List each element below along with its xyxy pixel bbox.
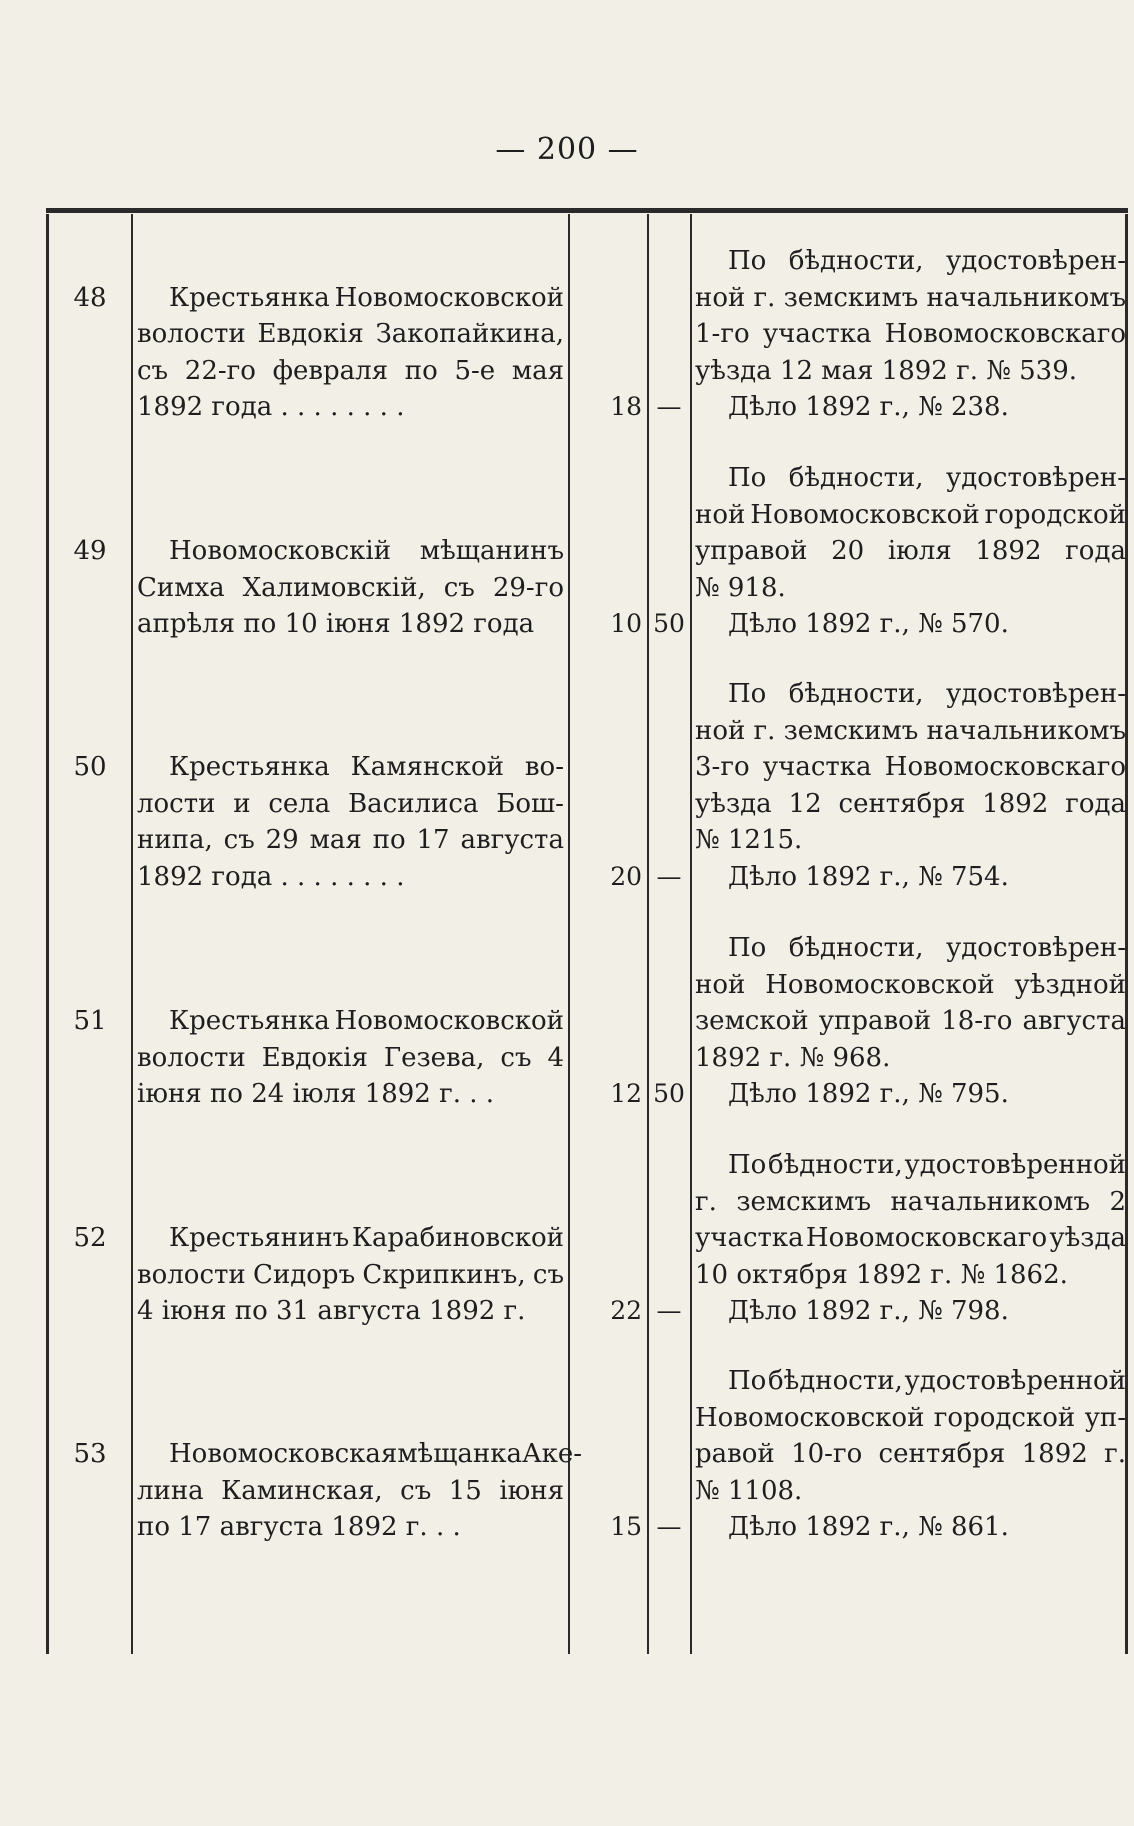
entry-description	[137, 280, 564, 426]
word: удостовѣрен-	[945, 933, 1126, 963]
word: съ	[223, 825, 255, 855]
word: Закопайкина,	[375, 319, 564, 349]
word: съ	[443, 572, 475, 603]
word: Крестьянка	[169, 1006, 330, 1036]
entry-number: 48	[73, 282, 107, 313]
description-line	[137, 1436, 583, 1473]
word: ной	[695, 282, 746, 313]
description-line	[137, 316, 564, 353]
word: Бош-	[496, 788, 564, 819]
entry-note	[695, 676, 1126, 895]
entry-number: 53	[73, 1439, 107, 1469]
word: 1-го	[695, 319, 750, 349]
word: февраля	[272, 355, 389, 386]
description-line	[137, 533, 564, 570]
word: Новомосковская	[169, 1439, 398, 1469]
description-line	[137, 570, 564, 607]
word: Новомосковскаго	[805, 1223, 1048, 1253]
word: городской	[984, 499, 1126, 530]
word: мѣщанинъ	[419, 536, 564, 566]
word: По	[728, 679, 767, 709]
file-reference: Дѣло 1892 г., № 238.	[728, 392, 1009, 422]
amount-rubles: 22	[610, 1296, 642, 1325]
column-rule	[647, 214, 649, 1654]
word: мая	[309, 825, 362, 855]
entry-note	[695, 243, 1126, 426]
word: 1892	[982, 788, 1049, 819]
word: начальникомъ	[890, 1186, 1090, 1217]
note-line	[695, 533, 1126, 570]
description-line	[137, 1040, 564, 1077]
word: Новомосковскій	[169, 536, 392, 566]
word: мая	[511, 355, 564, 386]
note-line	[695, 1147, 1126, 1184]
note-line	[695, 1003, 1126, 1040]
description-line: 4 іюня по 31 августа 1892 г.	[137, 1296, 526, 1326]
word: и	[233, 788, 251, 819]
description-line: по 17 августа 1892 г. . .	[137, 1512, 461, 1542]
word: управой	[818, 1006, 932, 1036]
word: земскимъ	[783, 282, 919, 313]
word: съ	[137, 355, 169, 386]
description-line	[137, 749, 564, 786]
word: съ	[532, 1259, 564, 1290]
word: 15	[448, 1475, 482, 1506]
word: Новомосковскаго	[884, 752, 1126, 782]
file-reference: Дѣло 1892 г., № 795.	[728, 1079, 1009, 1109]
description-line	[137, 1473, 564, 1510]
word: 1892	[1021, 1439, 1088, 1469]
description-line	[137, 1003, 564, 1040]
word: 17	[416, 825, 450, 855]
word: сентября	[838, 788, 966, 819]
word: уп-	[1084, 1402, 1126, 1433]
word: равой	[695, 1439, 775, 1469]
word: ной	[695, 715, 746, 746]
word: По	[728, 463, 767, 493]
description-line: іюня по 24 іюля 1892 г. . .	[137, 1079, 495, 1109]
word: уѣзда	[1049, 1223, 1126, 1253]
word: ной	[695, 499, 746, 530]
note-line	[695, 316, 1126, 353]
word: Халимовскій,	[242, 572, 426, 603]
word: Крестьянинъ	[169, 1223, 350, 1253]
word: участка	[762, 752, 872, 782]
word: волости	[137, 319, 246, 349]
table-top-rule	[46, 208, 1128, 213]
word: 5-е	[454, 355, 496, 386]
file-reference: Дѣло 1892 г., № 570.	[728, 609, 1009, 639]
word: Аке-	[521, 1439, 583, 1469]
word: нипа,	[137, 825, 213, 855]
word: по	[372, 825, 406, 855]
word: земской	[695, 1006, 809, 1036]
entry-note	[695, 1147, 1126, 1330]
word: Новомосковской	[750, 499, 980, 530]
note-line	[695, 1436, 1126, 1473]
description-line: апрѣля по 10 іюня 1892 года	[137, 609, 535, 639]
column-rule	[46, 214, 49, 1654]
word: участка	[695, 1223, 804, 1253]
word: волости	[137, 1259, 246, 1290]
entry-description	[137, 749, 564, 895]
amount-rubles: 20	[610, 861, 642, 891]
word: волости	[137, 1042, 246, 1073]
word: Новомосковской	[695, 1402, 925, 1433]
entry-note	[695, 930, 1126, 1113]
word: года	[1065, 788, 1126, 819]
description-line	[137, 1257, 564, 1294]
word: бѣдности,	[767, 1150, 903, 1180]
entry-number: 51	[73, 1006, 107, 1036]
entry-description	[137, 1220, 564, 1330]
description-line: 1892 года . . . . . . . .	[137, 392, 405, 422]
note-line	[695, 676, 1126, 713]
entry-number: 52	[73, 1223, 107, 1253]
description-line	[137, 786, 564, 823]
page-number: — 200 —	[495, 132, 639, 167]
word: августа	[1022, 1006, 1126, 1036]
description-line	[137, 280, 564, 317]
word: По	[728, 1150, 767, 1180]
entry-description	[137, 533, 564, 643]
word: уѣзда	[695, 788, 772, 819]
word: лина	[137, 1475, 204, 1506]
note-line	[695, 1184, 1126, 1221]
word: лости	[137, 788, 216, 819]
amount-rubles: 15	[610, 1512, 642, 1541]
word: по	[404, 355, 438, 386]
word: г.	[753, 282, 776, 313]
word: Камянской	[350, 752, 505, 782]
amount-kopecks: 50	[653, 1079, 685, 1108]
word: 29-го	[492, 572, 564, 603]
word: участка	[762, 319, 872, 349]
word: 10-го	[791, 1439, 863, 1469]
amount-rubles: 18	[610, 392, 642, 421]
amount-kopecks: —	[656, 861, 682, 891]
word: 1892	[975, 536, 1042, 566]
word: 4	[547, 1042, 564, 1073]
word: Сидоръ	[253, 1259, 356, 1290]
note-line: № 918.	[695, 572, 786, 603]
amount-kopecks: 50	[653, 609, 685, 638]
word: Крестьянка	[169, 752, 330, 782]
entry-note	[695, 1363, 1126, 1546]
note-line	[695, 1363, 1126, 1400]
note-line	[695, 497, 1126, 534]
note-line	[695, 280, 1126, 317]
word: 22-го	[184, 355, 256, 386]
word: мѣщанка	[397, 1439, 522, 1469]
word: во-	[524, 752, 564, 782]
word: земскимъ	[736, 1186, 872, 1217]
amount-kopecks: —	[656, 1296, 682, 1325]
word: бѣдности,	[788, 463, 924, 493]
description-line	[137, 353, 564, 390]
file-reference: Дѣло 1892 г., № 754.	[728, 861, 1009, 892]
word: Каминская,	[221, 1475, 383, 1506]
word: начальникомъ	[926, 282, 1126, 313]
note-line	[695, 786, 1126, 823]
word: села	[268, 788, 331, 819]
word: съ	[400, 1475, 432, 1506]
column-rule	[690, 214, 692, 1654]
amount-rubles: 10	[610, 609, 642, 638]
word: бѣдности,	[788, 246, 924, 276]
word: удостовѣрен-	[945, 246, 1126, 276]
word: ной	[695, 969, 746, 1000]
word: Новомосковской	[334, 1006, 564, 1036]
note-line	[695, 460, 1126, 497]
word: Новомосковской	[334, 282, 564, 313]
file-reference: Дѣло 1892 г., № 861.	[728, 1512, 1009, 1542]
amount-kopecks: —	[656, 1512, 682, 1541]
word: Новомосковской	[765, 969, 995, 1000]
word: удостовѣренной	[904, 1150, 1126, 1180]
note-line: 10 октября 1892 г. № 1862.	[695, 1259, 1068, 1290]
word: Евдокія	[261, 1042, 368, 1073]
word: Гезева,	[383, 1042, 485, 1073]
word: бѣдности,	[788, 679, 924, 709]
entry-note	[695, 460, 1126, 643]
description-line: 1892 года . . . . . . . .	[137, 861, 405, 892]
word: 2	[1109, 1186, 1126, 1217]
word: Симха	[137, 572, 225, 603]
entry-description	[137, 1003, 564, 1113]
word: 18-го	[941, 1006, 1013, 1036]
entry-description	[137, 1436, 583, 1546]
amount-rubles: 12	[610, 1079, 642, 1108]
note-line	[695, 1220, 1126, 1257]
word: начальникомъ	[926, 715, 1126, 746]
note-line: уѣзда 12 мая 1892 г. № 539.	[695, 355, 1078, 386]
word: удостовѣрен-	[945, 463, 1126, 493]
note-line	[695, 713, 1126, 750]
word: года	[1065, 536, 1126, 566]
word: Новомосковскаго	[884, 319, 1126, 349]
word: удостовѣренной	[904, 1366, 1126, 1396]
description-line	[137, 1220, 564, 1257]
word: 12	[788, 788, 822, 819]
word: Евдокія	[257, 319, 364, 349]
word: Карабиновской	[351, 1223, 564, 1253]
word: 20	[831, 536, 865, 566]
word: По	[728, 246, 767, 276]
word: земскимъ	[783, 715, 919, 746]
word: Василиса	[348, 788, 479, 819]
note-line	[695, 967, 1126, 1004]
entry-number: 50	[73, 752, 107, 782]
word: удостовѣрен-	[945, 679, 1126, 709]
note-line: 1892 г. № 968.	[695, 1042, 891, 1073]
word: городской	[933, 1402, 1076, 1433]
word: іюня	[499, 1475, 564, 1506]
word: г.	[753, 715, 776, 746]
word: г.	[1104, 1439, 1126, 1469]
column-rule	[131, 214, 133, 1654]
file-reference: Дѣло 1892 г., № 798.	[728, 1296, 1009, 1326]
word: Скрипкинъ,	[362, 1259, 526, 1290]
description-line	[137, 822, 564, 859]
word: съ	[500, 1042, 532, 1073]
record-table	[46, 208, 1128, 1654]
note-line	[695, 243, 1126, 280]
word: бѣдности,	[788, 933, 924, 963]
note-line: № 1108.	[695, 1475, 803, 1506]
word: августа	[460, 825, 564, 855]
amount-kopecks: —	[656, 392, 682, 421]
word: По	[728, 1366, 767, 1396]
word: 29	[265, 825, 299, 855]
note-line	[695, 749, 1126, 786]
word: г.	[695, 1186, 717, 1217]
note-line: № 1215.	[695, 825, 803, 855]
word: бѣдности,	[767, 1366, 903, 1396]
entry-number: 49	[73, 536, 107, 566]
word: сентября	[878, 1439, 1006, 1469]
word: управой	[695, 536, 808, 566]
note-line	[695, 1400, 1126, 1437]
word: Крестьянка	[169, 282, 330, 313]
word: По	[728, 933, 767, 963]
note-line	[695, 930, 1126, 967]
word: 3-го	[695, 752, 750, 782]
word: іюля	[887, 536, 952, 566]
word: уѣздной	[1014, 969, 1126, 1000]
